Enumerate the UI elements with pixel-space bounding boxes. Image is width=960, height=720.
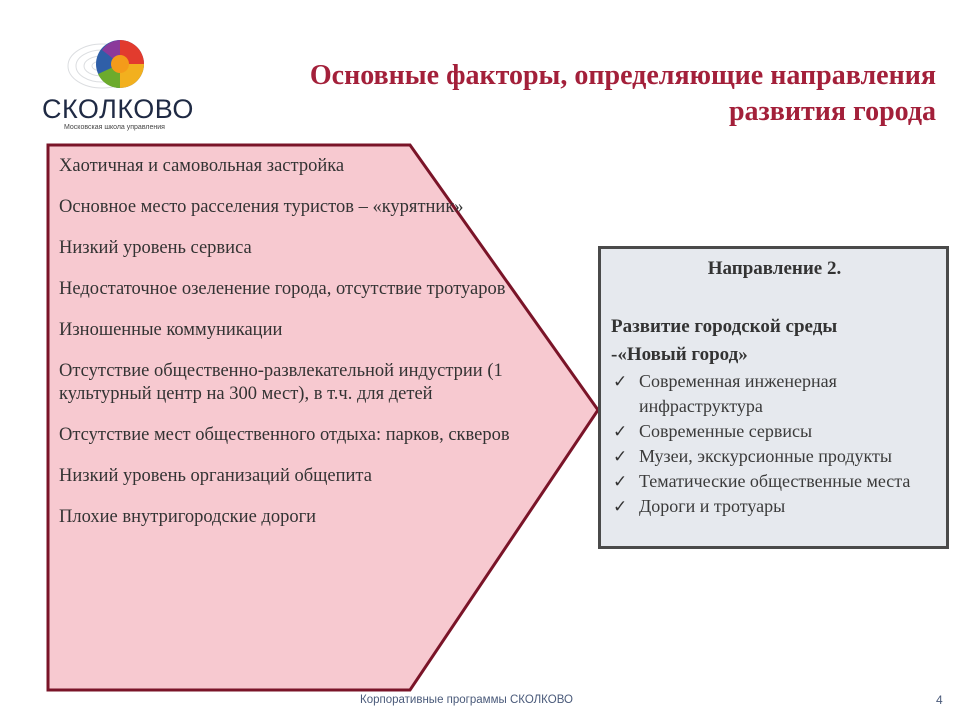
direction-box [598, 246, 949, 549]
factor-item: Хаотичная и самовольная застройка [59, 156, 345, 176]
factor-item: Основное место расселения туристов – «курятник» [59, 197, 464, 217]
checkmark-icon: ✓ [613, 472, 628, 491]
direction-item [611, 494, 938, 519]
checkmark-icon: ✓ [613, 497, 628, 516]
direction-item [611, 444, 938, 469]
direction-subtitle-line-2: -«Новый город» [611, 344, 748, 365]
factor-item: Низкий уровень сервиса [59, 238, 252, 258]
factor-item: Недостаточное озеленение города, отсутствие тротуаров [59, 279, 506, 299]
direction-item-label: Дороги и тротуары [639, 496, 786, 516]
factor-item: Отсутствие общественно-развлекательной индустрии (1 культурный центр на 300 мест), в т.ч. для детей [59, 361, 503, 404]
checkmark-icon: ✓ [613, 447, 628, 466]
factor-item: Отсутствие мест общественного отдыха: парков, скверов [59, 425, 510, 445]
logo-subtitle: Московская школа управления [64, 124, 165, 131]
footer-text: Корпоративные программы СКОЛКОВО [360, 694, 573, 706]
direction-items [611, 369, 938, 519]
checkmark-icon: ✓ [613, 422, 628, 441]
direction-item-label: Современная инженерная инфраструктура [639, 371, 837, 416]
direction-item [611, 469, 938, 494]
direction-item [611, 419, 938, 444]
factor-item: Низкий уровень организаций общепита [59, 466, 372, 486]
logo-wordmark: СКОЛКОВО [42, 94, 194, 124]
page-number: 4 [936, 693, 943, 707]
title-line-2: развития города [728, 96, 936, 127]
direction-heading: Направление 2. [707, 258, 842, 279]
direction-subtitle [611, 313, 938, 369]
direction-item-label: Музеи, экскурсионные продукты [639, 446, 893, 466]
factors-list [59, 155, 519, 547]
title-line-1: Основные факторы, определяющие направления [309, 60, 936, 91]
direction-subtitle-line-1: Развитие городской среды [611, 316, 838, 337]
checkmark-icon: ✓ [613, 372, 628, 391]
factor-item: Изношенные коммуникации [59, 320, 283, 340]
direction-item-label: Современные сервисы [639, 421, 813, 441]
direction-item [611, 369, 938, 419]
direction-item-label: Тематические общественные места [639, 471, 911, 491]
factor-item: Плохие внутригородские дороги [59, 507, 317, 527]
